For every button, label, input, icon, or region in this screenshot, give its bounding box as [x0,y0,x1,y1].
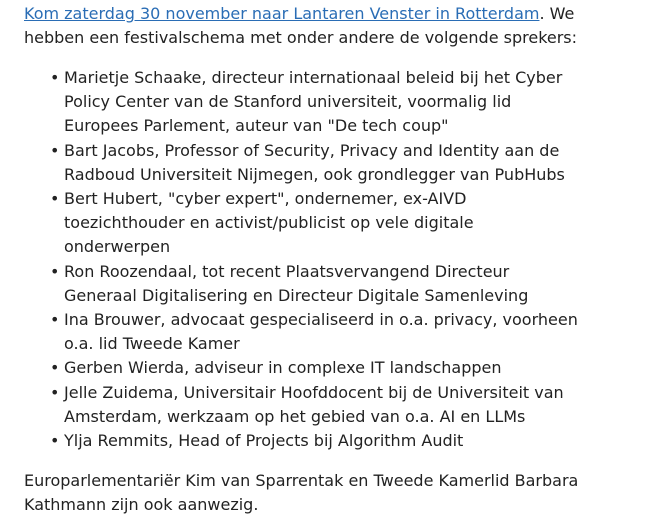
intro-paragraph [24,2,584,50]
article-body [24,2,584,517]
speaker-text: Ina Brouwer, advocaat gespecialiseerd in o.a. privacy, voorheen o.a. lid Tweede Kamer [64,310,578,354]
speaker-text: Marietje Schaake, directeur internationaal beleid bij het Cyber Policy Center van de Stanford universiteit, voormalig lid Europees Parlement, auteur van "De tech coup" [64,68,563,136]
bullet-icon: • [50,140,60,160]
list-item [50,356,584,380]
speaker-text: Gerben Wierda, adviseur in complexe IT landschappen [64,358,502,378]
list-item [50,139,584,187]
list-item [50,187,584,260]
list-item [50,308,584,356]
event-link[interactable]: Kom zaterdag 30 november naar Lantaren Venster in Rotterdam [24,4,540,23]
outro-paragraph: Europarlementariër Kim van Sparrentak en Tweede Kamerlid Barbara Kathmann zijn ook aanwezig. [24,471,579,515]
bullet-icon: • [50,261,60,281]
bullet-icon: • [50,310,60,330]
list-item [50,429,584,453]
bullet-icon: • [50,358,60,378]
speaker-text: Ron Roozendaal, tot recent Plaatsvervangend Directeur Generaal Digitalisering en Directeur Digitale Samenleving [64,261,529,305]
intro-text: . We hebben een festivalschema met onder andere de volgende sprekers: [24,4,578,47]
bullet-icon: • [50,68,60,87]
bullet-icon: • [50,382,60,402]
speaker-text: Bert Hubert, "cyber expert", ondernemer, ex-AIVD toezichthouder en activist/publicist op vele digitale onderwerpen [64,189,474,257]
list-item [50,66,584,139]
speaker-text: Bart Jacobs, Professor of Security, Privacy and Identity aan de Radboud Universiteit Nijmegen, ook grondlegger van PubHubs [64,140,565,184]
list-item [50,381,584,429]
speaker-text: Ylja Remmits, Head of Projects bij Algorithm Audit [64,431,464,451]
bullet-icon: • [50,189,60,209]
speaker-text: Jelle Zuidema, Universitair Hoofddocent bij de Universiteit van Amsterdam, werkzaam op het gebied van o.a. AI en LLMs [64,382,564,426]
speaker-list [24,66,584,453]
list-item [50,260,584,308]
bullet-icon: • [50,431,60,451]
